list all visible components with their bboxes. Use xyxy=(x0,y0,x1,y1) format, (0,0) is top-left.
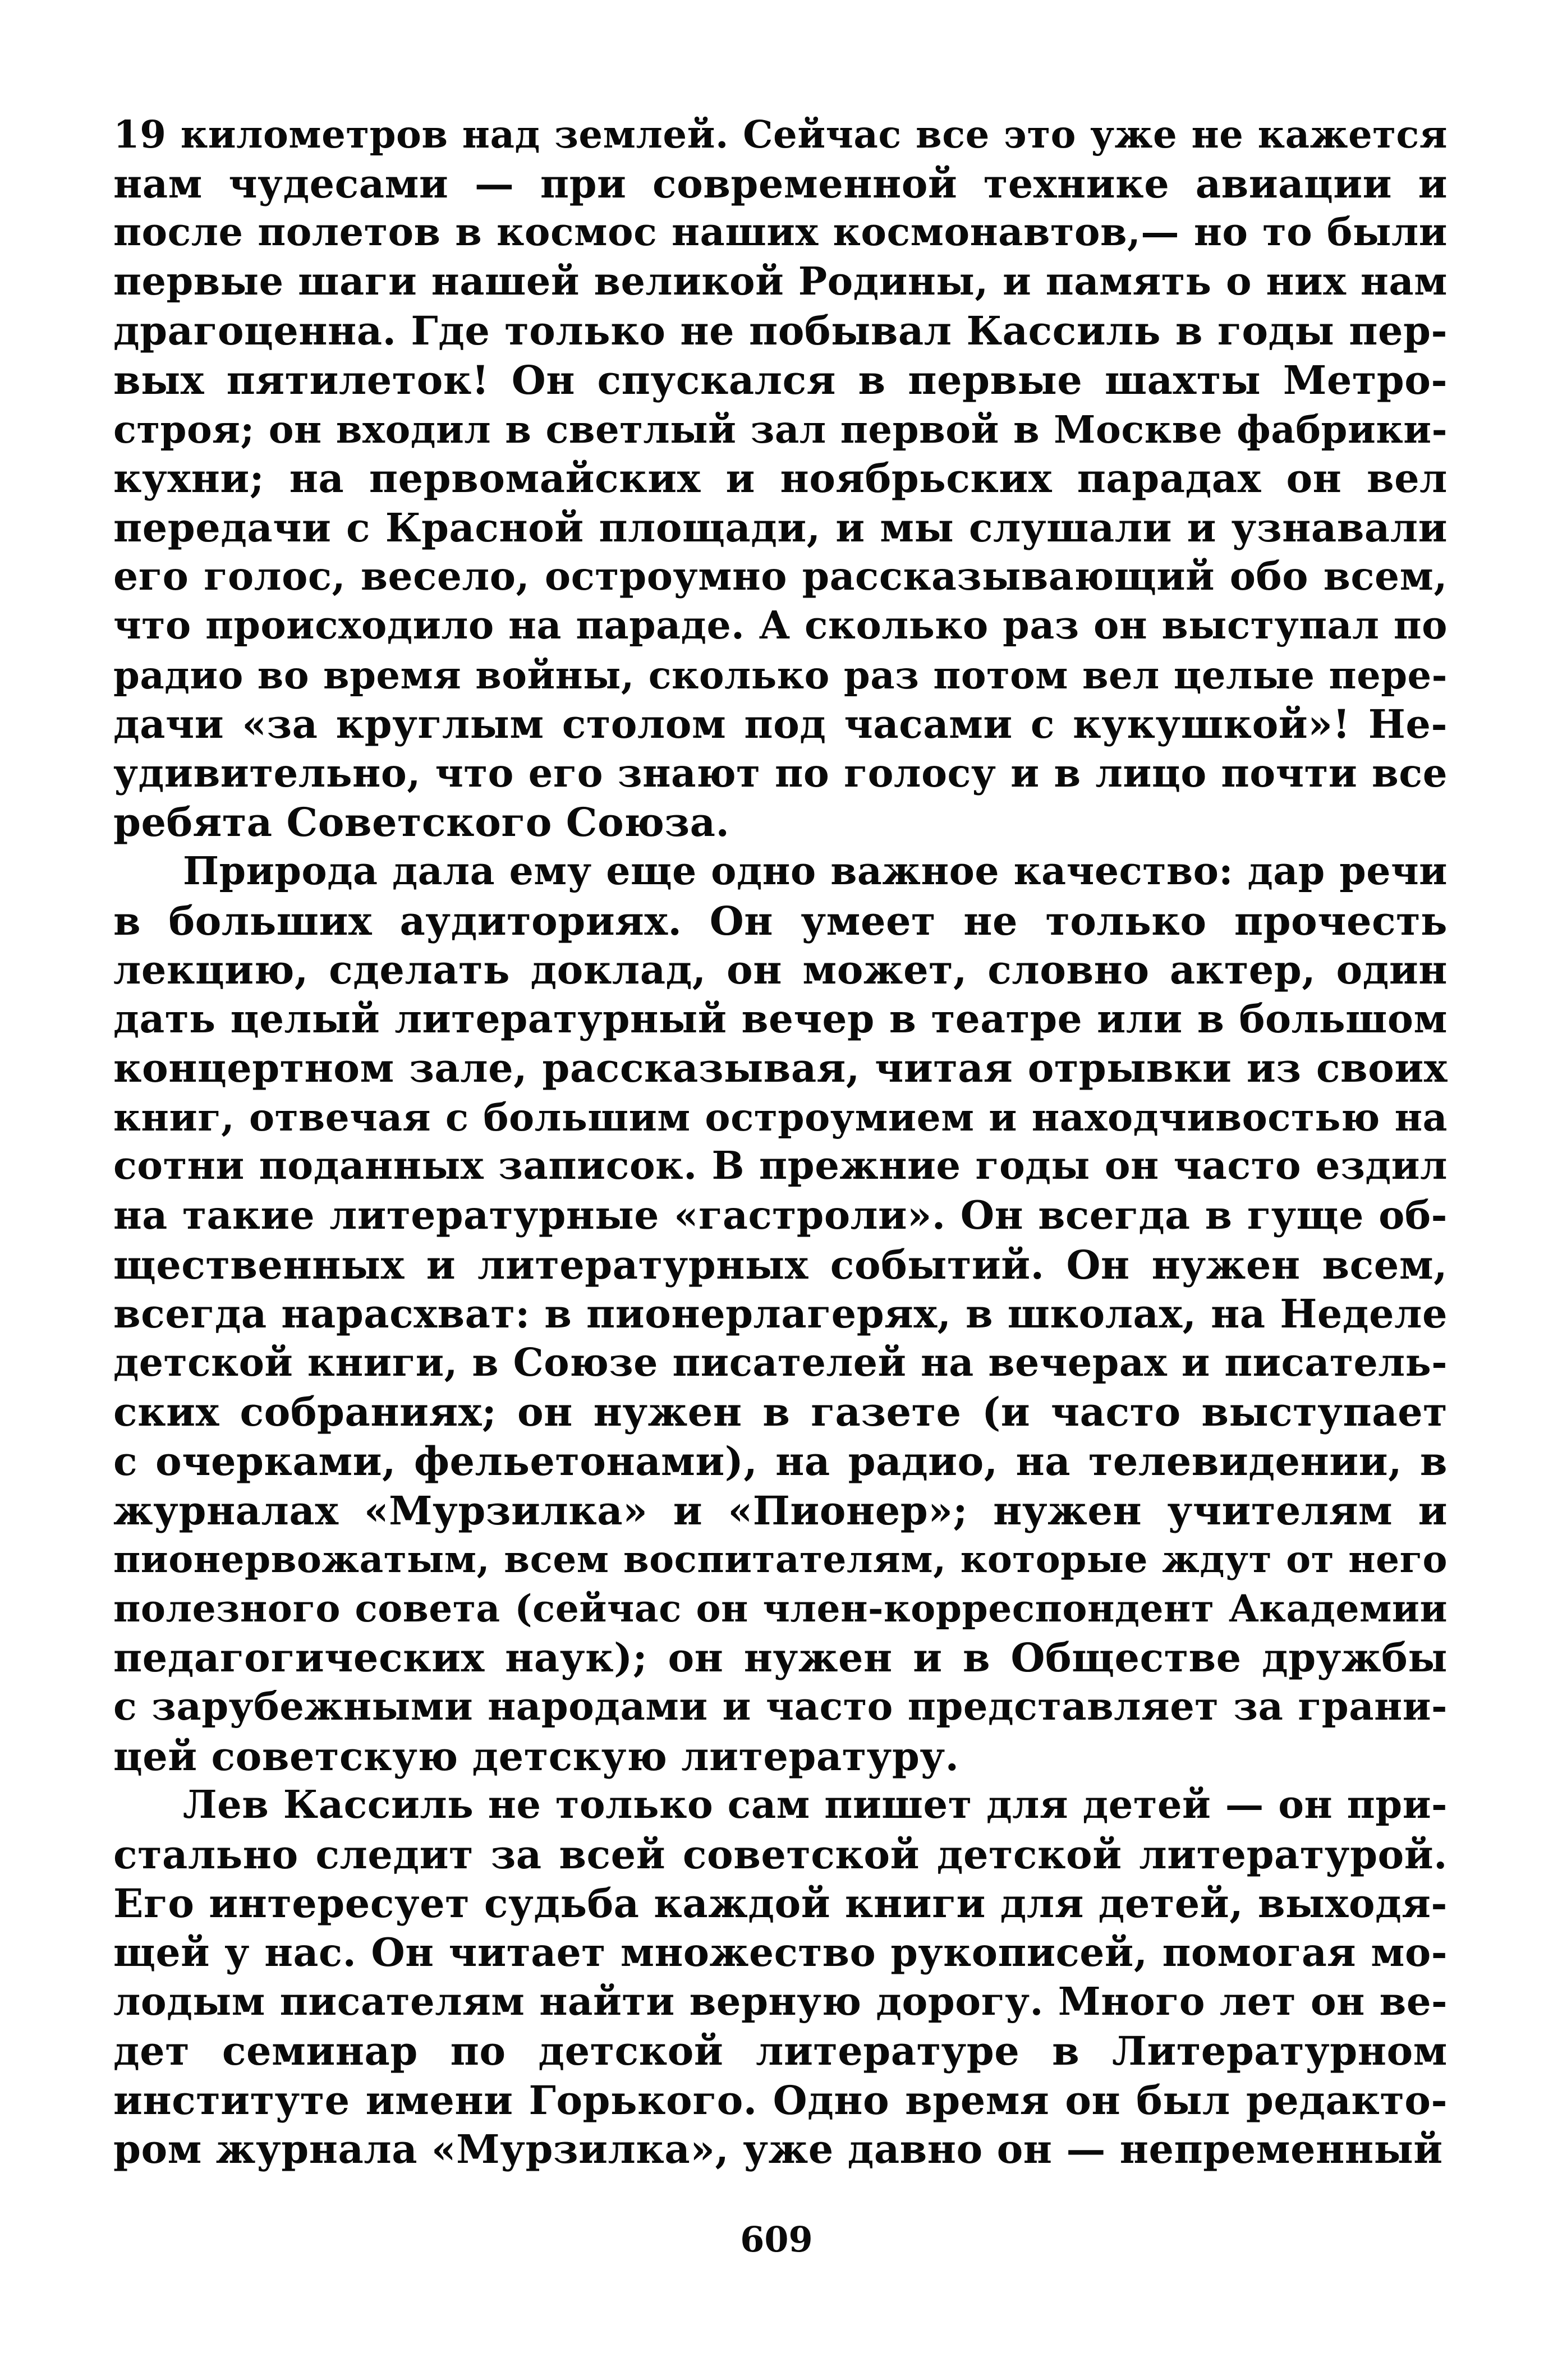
text-line: драгоценна. Где только не побывал Кассиль в годы пер- xyxy=(113,307,1448,355)
book-page-body xyxy=(113,110,1448,2174)
text-line: институте имени Горького. Одно время он был редакто- xyxy=(113,2076,1448,2124)
text-line: ских собраниях; он нужен в газете (и часто выступает xyxy=(113,1389,1448,1436)
text-line: с зарубежными народами и часто представляет за грани- xyxy=(113,1684,1448,1729)
text-line: пионервожатым, всем воспитателям, которые ждут от него xyxy=(113,1537,1448,1582)
text-line: педагогических наук); он нужен и в Обществе дружбы xyxy=(113,1634,1448,1681)
text-line: лекцию, сделать доклад, он может, словно актер, один xyxy=(113,947,1448,994)
text-line: щей у нас. Он читает множество рукописей, помогая мо- xyxy=(113,1929,1448,1975)
page-number: 609 xyxy=(740,2219,813,2260)
text-line: Природа дала ему еще одно важное качество: дар речи xyxy=(183,848,1448,894)
text-line: дет семинар по детской литературе в Литературном xyxy=(113,2028,1448,2075)
text-line: в больших аудиториях. Он умеет не только прочесть xyxy=(113,897,1448,944)
text-line: Лев Кассиль не только сам пишет для детей — он при- xyxy=(183,1782,1448,1828)
text-line: вых пятилеток! Он спускался в первые шахты Метро- xyxy=(113,356,1448,403)
text-line: после полетов в космос наших космонавтов,— но то были xyxy=(113,210,1448,255)
text-line: детской книги, в Союзе писателей на вечерах и писатель- xyxy=(113,1340,1448,1385)
text-line: дачи «за круглым столом под часами с кукушкой»! Не- xyxy=(113,701,1448,748)
paragraph xyxy=(113,847,1448,1781)
text-line: журналах «Мурзилка» и «Пионер»; нужен учителям и xyxy=(113,1487,1448,1534)
text-line: ребята Советского Союза. xyxy=(113,799,730,846)
text-line: радио во время войны, сколько раз потом вел целые пере- xyxy=(113,653,1448,697)
text-line: лодым писателям найти верную дорогу. Много лет он ве- xyxy=(113,1979,1448,2024)
text-line: на такие литературные «гастроли». Он всегда в гуще об- xyxy=(113,1193,1448,1239)
text-line: дать целый литературный вечер в театре или в большом xyxy=(113,996,1448,1042)
text-line: строя; он входил в светлый зал первой в Москве фабрики- xyxy=(113,407,1448,452)
text-line: кухни; на первомайских и ноябрьских парадах он вел xyxy=(113,455,1448,502)
text-line: первые шаги нашей великой Родины, и память о них нам xyxy=(113,259,1448,304)
text-line: нам чудесами — при современной технике авиации и xyxy=(113,160,1448,207)
text-line: концертном зале, рассказывая, читая отрывки из своих xyxy=(113,1045,1448,1092)
text-line: передачи с Красной площади, и мы слушали и узнавали xyxy=(113,504,1448,551)
text-line: с очерками, фельетонами), на радио, на телевидении, в xyxy=(113,1438,1448,1485)
text-line: всегда нарасхват: в пионерлагерях, в школах, на Неделе xyxy=(113,1290,1448,1338)
text-line: удивительно, что его знают по голосу и в лицо почти все xyxy=(113,750,1448,796)
text-line: 19 километров над землей. Сейчас все это уже не кажется xyxy=(113,112,1448,157)
text-line: щественных и литературных событий. Он нужен всем, xyxy=(113,1241,1448,1288)
text-line: стально следит за всей советской детской литературой. xyxy=(113,1831,1448,1878)
paragraph xyxy=(113,1781,1448,2174)
text-line: его голос, весело, остроумно рассказывающий обо всем, xyxy=(113,554,1448,600)
text-line: Его интересует судьба каждой книги для детей, выходя- xyxy=(113,1880,1448,1927)
text-line: сотни поданных записок. В прежние годы он часто ездил xyxy=(113,1143,1448,1189)
text-line: полезного совета (сейчас он член-корреспондент Академии xyxy=(113,1586,1448,1630)
text-line: цей советскую детскую литературу. xyxy=(113,1733,959,1780)
paragraph xyxy=(113,110,1448,847)
text-line: что происходило на параде. А сколько раз он выступал по xyxy=(113,603,1448,648)
text-line: книг, отвечая с большим остроумием и находчивостью на xyxy=(113,1094,1448,1140)
text-line: ром журнала «Мурзилка», уже давно он — непременный xyxy=(113,2126,1443,2173)
